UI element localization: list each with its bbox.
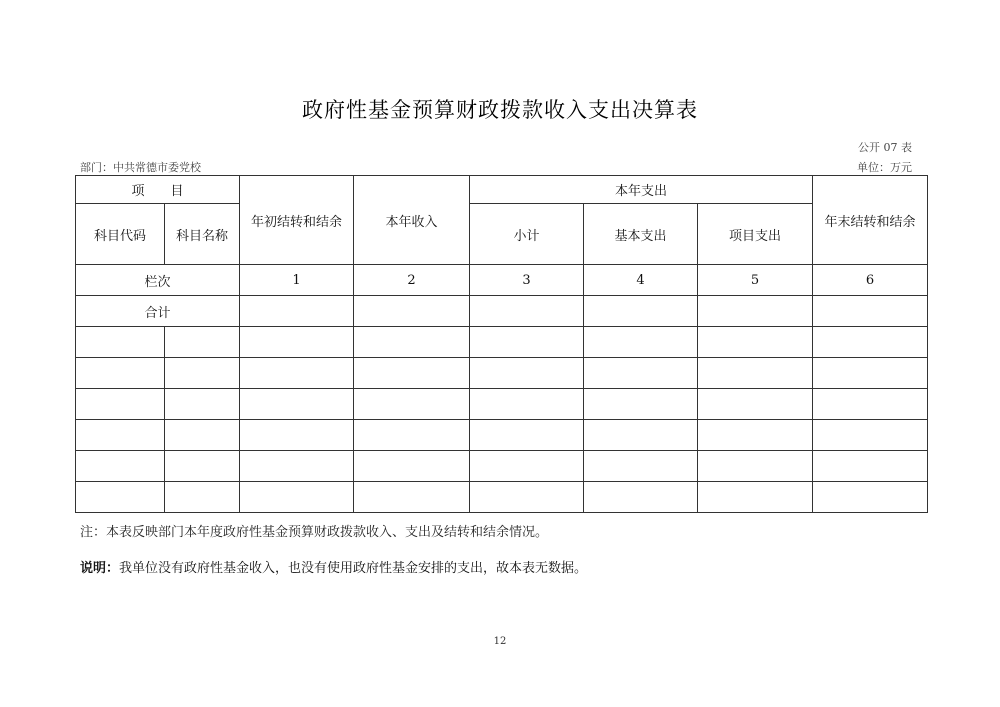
table-cell <box>813 451 928 482</box>
table-row <box>76 389 928 420</box>
table-cell <box>240 451 354 482</box>
table-cell <box>354 296 470 327</box>
header-row-2 <box>76 204 928 265</box>
table-cell <box>470 451 584 482</box>
table-row <box>76 358 928 389</box>
table-cell <box>240 482 354 513</box>
table-cell <box>240 327 354 358</box>
table-cell <box>584 420 698 451</box>
header-carry-begin: 年初结转和结余 <box>240 176 354 265</box>
header-item: 项 目 <box>76 176 240 204</box>
sequence-col-1: 1 <box>240 265 354 296</box>
table-cell <box>584 482 698 513</box>
table-cell <box>584 389 698 420</box>
table-cell <box>813 296 928 327</box>
table-cell <box>354 389 470 420</box>
table-cell <box>698 482 813 513</box>
table-cell <box>165 327 240 358</box>
table-row <box>76 420 928 451</box>
page-title: 政府性基金预算财政拨款收入支出决算表 <box>302 98 698 122</box>
sequence-label: 栏次 <box>76 265 240 296</box>
table-cell <box>165 451 240 482</box>
header-basic: 基本支出 <box>584 204 698 265</box>
table-cell <box>698 327 813 358</box>
table-cell <box>470 296 584 327</box>
table-cell <box>354 420 470 451</box>
table-cell <box>584 358 698 389</box>
table-cell <box>165 420 240 451</box>
table-cell <box>470 358 584 389</box>
fund-table <box>75 175 928 513</box>
table-cell <box>240 296 354 327</box>
table-cell <box>698 420 813 451</box>
sequence-col-5: 5 <box>698 265 813 296</box>
table-cell <box>76 451 165 482</box>
explanation-text: 我单位没有政府性基金收入，也没有使用政府性基金安排的支出，故本表无数据。 <box>119 561 588 576</box>
table-row <box>76 451 928 482</box>
header-code: 科目代码 <box>76 204 165 265</box>
table-row <box>76 327 928 358</box>
table-cell <box>354 358 470 389</box>
sequence-row <box>76 265 928 296</box>
header-expense: 本年支出 <box>470 176 813 204</box>
table-cell <box>813 358 928 389</box>
table-cell <box>240 420 354 451</box>
table-cell <box>470 420 584 451</box>
sequence-col-2: 2 <box>354 265 470 296</box>
table-cell <box>76 358 165 389</box>
table-cell <box>165 389 240 420</box>
header-project: 项目支出 <box>698 204 813 265</box>
table-cell <box>240 358 354 389</box>
form-number: 公开 07 表 <box>858 141 912 154</box>
table-cell <box>470 327 584 358</box>
table-cell <box>354 327 470 358</box>
sequence-col-3: 3 <box>470 265 584 296</box>
table-cell <box>76 327 165 358</box>
table-cell <box>584 451 698 482</box>
header-name: 科目名称 <box>165 204 240 265</box>
table-note: 注：本表反映部门本年度政府性基金预算财政拨款收入、支出及结转和结余情况。 <box>80 525 549 540</box>
sequence-col-4: 4 <box>584 265 698 296</box>
header-subtotal: 小计 <box>470 204 584 265</box>
explanation <box>80 557 587 576</box>
table-cell <box>698 296 813 327</box>
table-cell <box>165 482 240 513</box>
table-cell <box>813 482 928 513</box>
table-row <box>76 482 928 513</box>
table-cell <box>470 482 584 513</box>
table-cell <box>470 389 584 420</box>
table-cell <box>698 389 813 420</box>
table-cell <box>698 451 813 482</box>
table-cell <box>76 389 165 420</box>
table-cell <box>354 482 470 513</box>
total-row <box>76 296 928 327</box>
explanation-label: 说明： <box>80 561 120 576</box>
table-cell <box>584 296 698 327</box>
header-carry-end: 年末结转和结余 <box>813 176 928 265</box>
department-label: 部门：中共常德市委党校 <box>80 161 201 174</box>
table-cell <box>698 358 813 389</box>
table-cell <box>813 327 928 358</box>
header-row-1 <box>76 176 928 204</box>
table-cell <box>584 327 698 358</box>
page-number: 12 <box>493 636 507 647</box>
table-cell <box>354 451 470 482</box>
sequence-col-6: 6 <box>813 265 928 296</box>
table-cell <box>76 420 165 451</box>
table-cell <box>165 358 240 389</box>
table-cell <box>813 420 928 451</box>
header-income: 本年收入 <box>354 176 470 265</box>
total-label: 合计 <box>76 296 240 327</box>
table-cell <box>240 389 354 420</box>
table-cell <box>76 482 165 513</box>
unit-label: 单位：万元 <box>857 161 912 174</box>
table-cell <box>813 389 928 420</box>
